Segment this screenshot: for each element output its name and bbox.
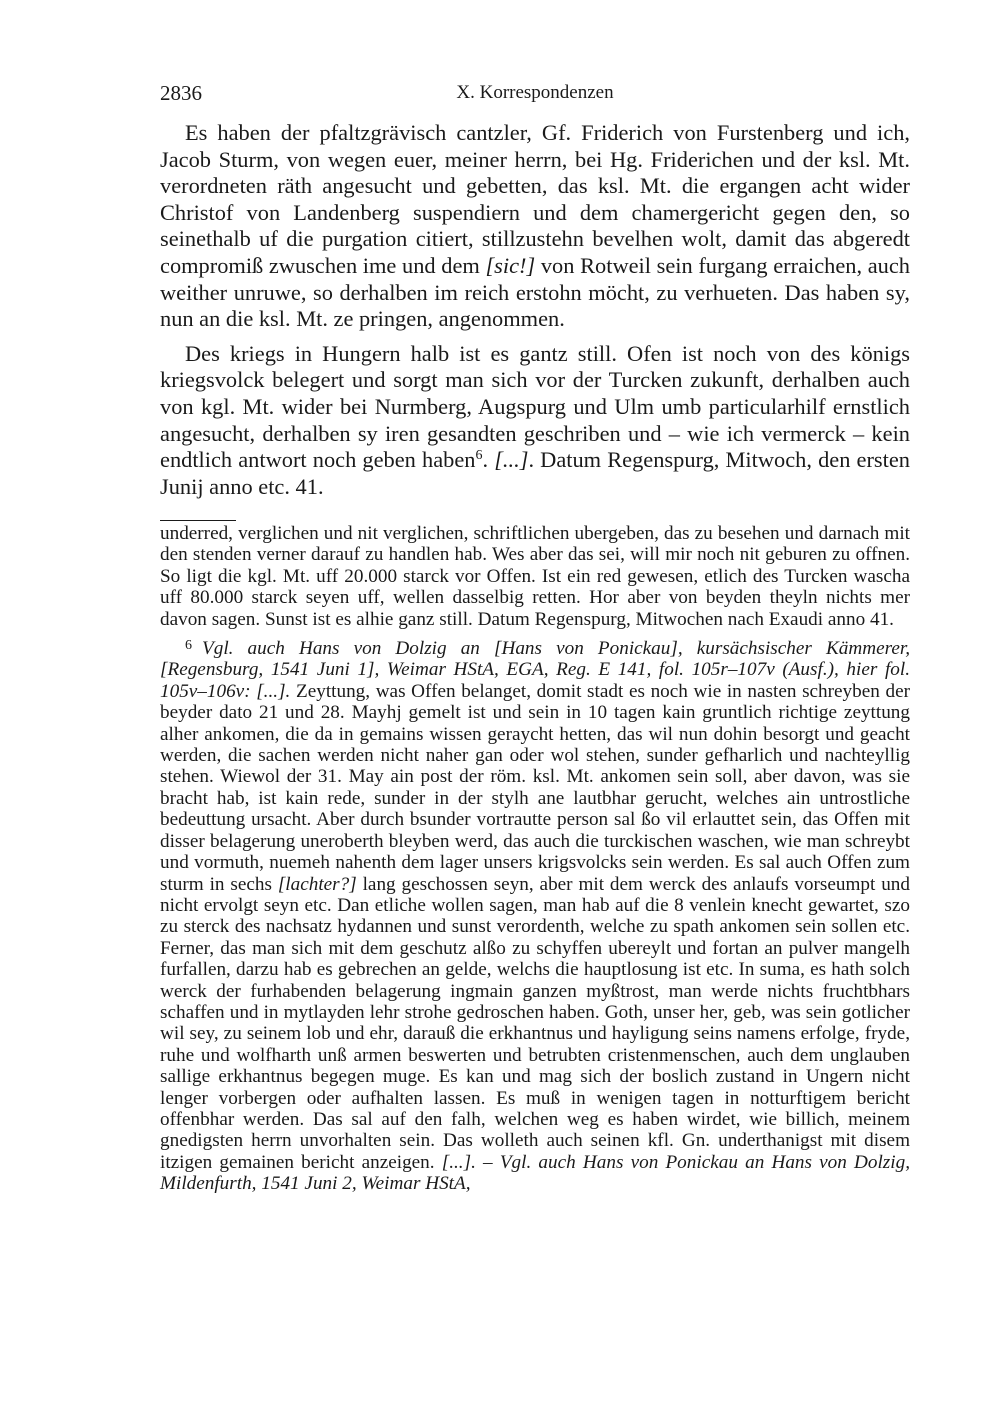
footnote-continued: underred, verglichen und nit verglichen, schriftlichen ubergeben, das zu besehen und darnach mit den stenden verner darauf zu handlen hab. Wes aber das sei, will mir noch nit geburen zu offnen. So ligt die kgl. Mt. uff 20.000 starck vor Offen. Ist ein red gewesen, etlich des Turcken wascha uff 80.000 starck seyen uff, wellen dasselbig retten. Hor aber von beyden theyln nichts mer davon sagen. Sunst ist es alhie ganz still. Datum Regenspurg, Mitwochen nach Exaudi anno 41. <box>160 523 910 630</box>
paragraph-1 <box>160 120 910 333</box>
footnote-number: 6 <box>185 638 192 654</box>
running-head <box>160 78 910 108</box>
paragraph-1-text-a: Es haben der pfaltzgrävisch cantzler, Gf. Friderich von Furstenberg und ich, Jacob Sturm, von wegen euer, meiner herrn, bei Hg. Friderichen und der ksl. Mt. verordneten räth angesucht und gebetten, das ksl. Mt. die ergangen acht wider Christof von Landenberg suspendiern und dem chamergericht gegen den, so seinethalb uf die purgation citiert, stillzustehn bevelhen wolt, damit das abgeredt compromiß zwuschen ime und dem <box>160 120 910 278</box>
paragraph-2-text-b: . <box>482 447 495 473</box>
editorial-sic: [sic!] <box>485 252 536 278</box>
editorial-lachter: [lachter?] <box>277 873 357 895</box>
footnotes <box>160 523 910 1195</box>
footnote-6-quote-a: Zeyttung, was Offen belanget, domit stadt es noch wie in nasten schreyben der beyder dato 21 und 28. Mayhj gemelt ist und sein in 10 tagen kain gruntlich richtige zeyttung alher ankomen, die da in gemains wissen geraycht hetten, das wil nun dohin besorgt und geacht werden, die sachen werden nicht naher gan oder wol stehen, sunder gefharlich und nachteyllig stehen. Wiewol der 31. May ain post der röm. ksl. Mt. ankomen sein soll, aber davon, was sie bracht hab, ist kain rede, sunder in der stylh ane lautbhar gerucht, welches ain untrostliche bedeuttung ursacht. Aber durch bsunder vortrautte person sal ßo vil erlauttet sein, das Offen mit disser belagerung uneroberth bleyben werd, das auch die turckischen waschen, wie man schreybt und vormuth, nuemeh nahenth dem lager unsers krigsvolcks sein werden. Es sal auch Offen zum sturm in sechs <box>160 680 910 895</box>
page-number: 2836 <box>160 81 202 105</box>
paragraph-2 <box>160 341 910 501</box>
footnote-6-closing: [...]. – Vgl. auch Hans von Ponickau an Hans von Dolzig, Mildenfurth, 1541 Juni 2, Weimar HStA, <box>160 1151 910 1195</box>
editorial-ellipsis: [...] <box>494 447 529 473</box>
page-body <box>160 78 910 507</box>
footnote-separator <box>160 520 236 521</box>
footnote-6 <box>160 635 910 1195</box>
main-text <box>160 120 910 500</box>
footnote-6-citation: Vgl. auch Hans von Dolzig an [Hans von Ponickau], kursächsischer Kämmerer, [Regensburg, 1541 Juni 1], Weimar HStA, EGA, Reg. E 141, fol. 105r–107v (Ausf.), hier fol. 105v–106v: [...]. <box>160 638 910 702</box>
section-title: X. Korrespondenzen <box>456 82 614 103</box>
paragraph-2-text-c: . Datum Regenspurg, Mitwoch, den ersten Junij anno etc. 41. <box>160 447 910 499</box>
footnote-reference-6[interactable]: 6 <box>475 448 483 464</box>
paragraph-1-text-b: von Rotweil sein furgang erraichen, auch weither unruwe, so derhalben im reich erstohn möcht, zu verhueten. Das haben sy, nun an die ksl. Mt. ze pringen, angenommen. <box>160 252 910 332</box>
footnote-6-quote-b: lang geschossen seyn, aber mit dem werck des anlaufs vorseumpt und nicht ervolgt seyn etc. Dan etliche wollen sagen, man hab auf die 8 venlein knecht gewartet, szo zu sterck des nachsatz hydannen und sunst verordenth, welche zu spath ankomen sein sollen etc. Ferner, das man sich mit dem geschutz alßo zu schyffen ubereylt und fortan an pulver mangelh furfallen, darzu hab es gebrechen an gelde, welchs die hauptlosung ist etc. In suma, es hath solch werck der furhabenden belagerung ingmain ganzen myßtrost, man werde nichts fruchtbhars schaffen und in mytlayden lehr strohe gedroschen haben. Goth, unser her, geb, was sein gotlicher wil sey, zu seinem lob und ehr, darauß die erkhantnus und hayligung seins namens erfolge, fryde, ruhe und wolfharth unß armen beswerten und betrubten cristenmenschen, auch dem unglauben sallige erkhantnus begegen muge. Es kan und mag sich der boslich zustand in Ungern nicht lenger vorbergen oder aufhalten lassen. Es muß in wenigen tagen in notturftigem bericht offenbhar werden. Das sal auf den falh, welchen weg es haben wirdet, wie billich, meinem gnedigsten herrn unvorhalten sein. Das wolleth auch seinen kfl. Gn. underthanigst mit disem itzigen gemainen bericht anzeigen. <box>160 873 910 1173</box>
paragraph-2-text-a: Des kriegs in Hungern halb ist es gantz still. Ofen ist noch von des königs kriegsvolck belegert und sorgt man sich vor der Turcken zukunft, derhalben auch von kgl. Mt. wider bei Nurmberg, Augspurg und Ulm umb particularhilf ernstlich angesucht, derhalben sy iren gesandten geschriben und – wie ich vermerck – kein endtlich antwort noch geben haben <box>160 340 910 473</box>
